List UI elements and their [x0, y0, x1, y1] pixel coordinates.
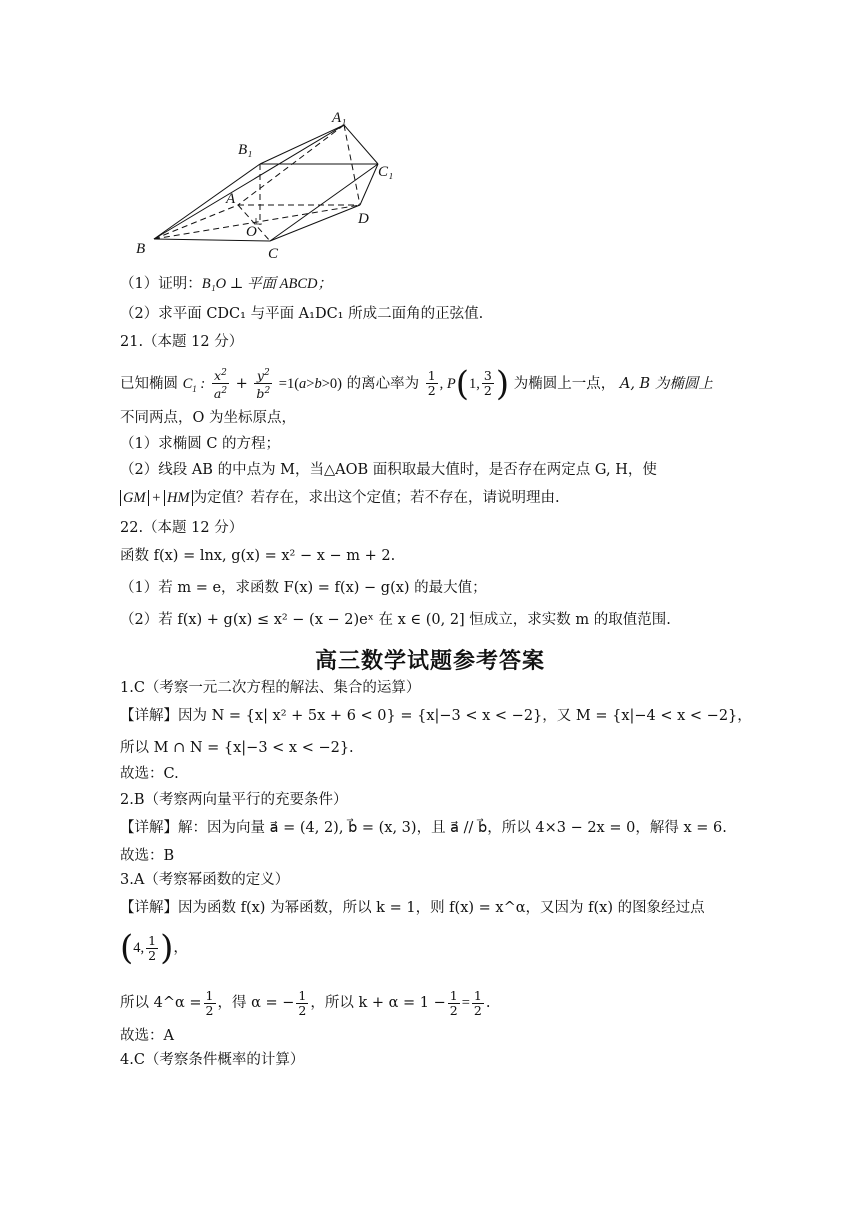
edge-BD [154, 205, 360, 239]
q22-stem: 函数 f(x) = lnx, g(x) = x² − x − m + 2. [120, 548, 396, 564]
a3-point: (4, $\frac{1}{2}$ )， [120, 928, 188, 968]
label-A1: A₁ [332, 110, 347, 126]
q20-part1: （1）证明：B₁O ⊥ 平面 ABCD； [120, 276, 332, 292]
label-B: B [136, 241, 146, 257]
edge-CD [270, 205, 360, 241]
a3-detail: 【详解】因为函数 f(x) 为幂函数，所以 k = 1，则 f(x) = x^α，又因为 f(x) 的图象经过点 [120, 900, 705, 916]
q21-header: 21.（本题 12 分） [120, 334, 244, 350]
edge-A1B1 [260, 125, 344, 164]
a1-detail2: 所以 M ∩ N = {x|−3 < x < −2}. [120, 740, 354, 756]
label-C: C [268, 246, 279, 262]
a2-header: 2.B（考察两向量平行的充要条件） [120, 792, 348, 808]
edge-CC1 [270, 164, 378, 241]
q22-header: 22.（本题 12 分） [120, 520, 244, 536]
a3-line3: 所以 4^α = $\frac{1}{2}$ ，得 α = − $\frac{1}{2}$ ，所以 k + α = 1 − $\frac{1}{2}$ = $\frac{1}{2}$ . [120, 987, 491, 1018]
label-D: D [358, 211, 369, 227]
a4-header: 4.C（考察条件概率的计算） [120, 1052, 305, 1068]
edge-BB1 [154, 164, 260, 239]
q21-part1: （1）求椭圆 C 的方程； [120, 436, 281, 452]
label-A: A [226, 191, 236, 207]
a1-header: 1.C（考察一元二次方程的解法、集合的运算） [120, 680, 421, 696]
q21-stem-line2: 不同两点，O 为坐标原点， [120, 410, 296, 426]
edge-BA [154, 205, 238, 239]
label-C1: C₁ [378, 164, 394, 180]
answers-title: 高三数学试题参考答案 [314, 649, 545, 674]
edge-A1A [238, 125, 344, 205]
a2-detail: 【详解】解：因为向量 a⃗ = (4, 2), b⃗ = (x, 3)，且 a⃗ // b⃗，所以 4×3 − 2x = 0，解得 x = 6. [120, 820, 727, 836]
a2-choose: 故选：B [120, 848, 175, 864]
a3-choose: 故选：A [120, 1028, 174, 1044]
label-O: O [246, 224, 257, 240]
q22-part1: （1）若 m = e，求函数 F(x) = f(x) − g(x) 的最大值； [120, 580, 487, 596]
q20-part2: （2）求平面 CDC₁ 与平面 A₁DC₁ 所成二面角的正弦值. [120, 306, 484, 322]
q21-part2-line1: （2）线段 AB 的中点为 M，当△AOB 面积取最大值时，是否存在两定点 G, H，使 [120, 462, 657, 478]
a1-detail: 【详解】因为 N = {x| x² + 5x + 6 < 0} = {x|−3 < x < −2}，又 M = {x|−4 < x < −2}， [120, 708, 752, 724]
a3-header: 3.A（考察幂函数的定义） [120, 872, 290, 888]
edge-C1A1 [344, 125, 378, 164]
a1-choose: 故选：C. [120, 766, 179, 782]
q21-stem: 已知椭圆 $C_1$ : $\frac{x^2}{a^2}$ + $\frac{y^2}{b^2}$ =1(a>b>0) 的离心率为 $\frac{1}{2}$ , P(1, $\frac{3}{2}$ ) 为椭圆上一点， A, B 为椭圆上 [120, 363, 713, 404]
q22-part2: （2）若 f(x) + g(x) ≤ x² − (x − 2)eˣ 在 x ∈ (0, 2] 恒成立，求实数 m 的取值范围. [120, 612, 671, 628]
edge-A1D [344, 125, 360, 205]
label-B1: B₁ [238, 142, 253, 158]
prism-diagram [120, 100, 420, 270]
q21-part2-line2: GM + HM 为定值？若存在，求出这个定值；若不存在，请说明理由. [120, 488, 860, 508]
prism-figure [120, 100, 420, 270]
